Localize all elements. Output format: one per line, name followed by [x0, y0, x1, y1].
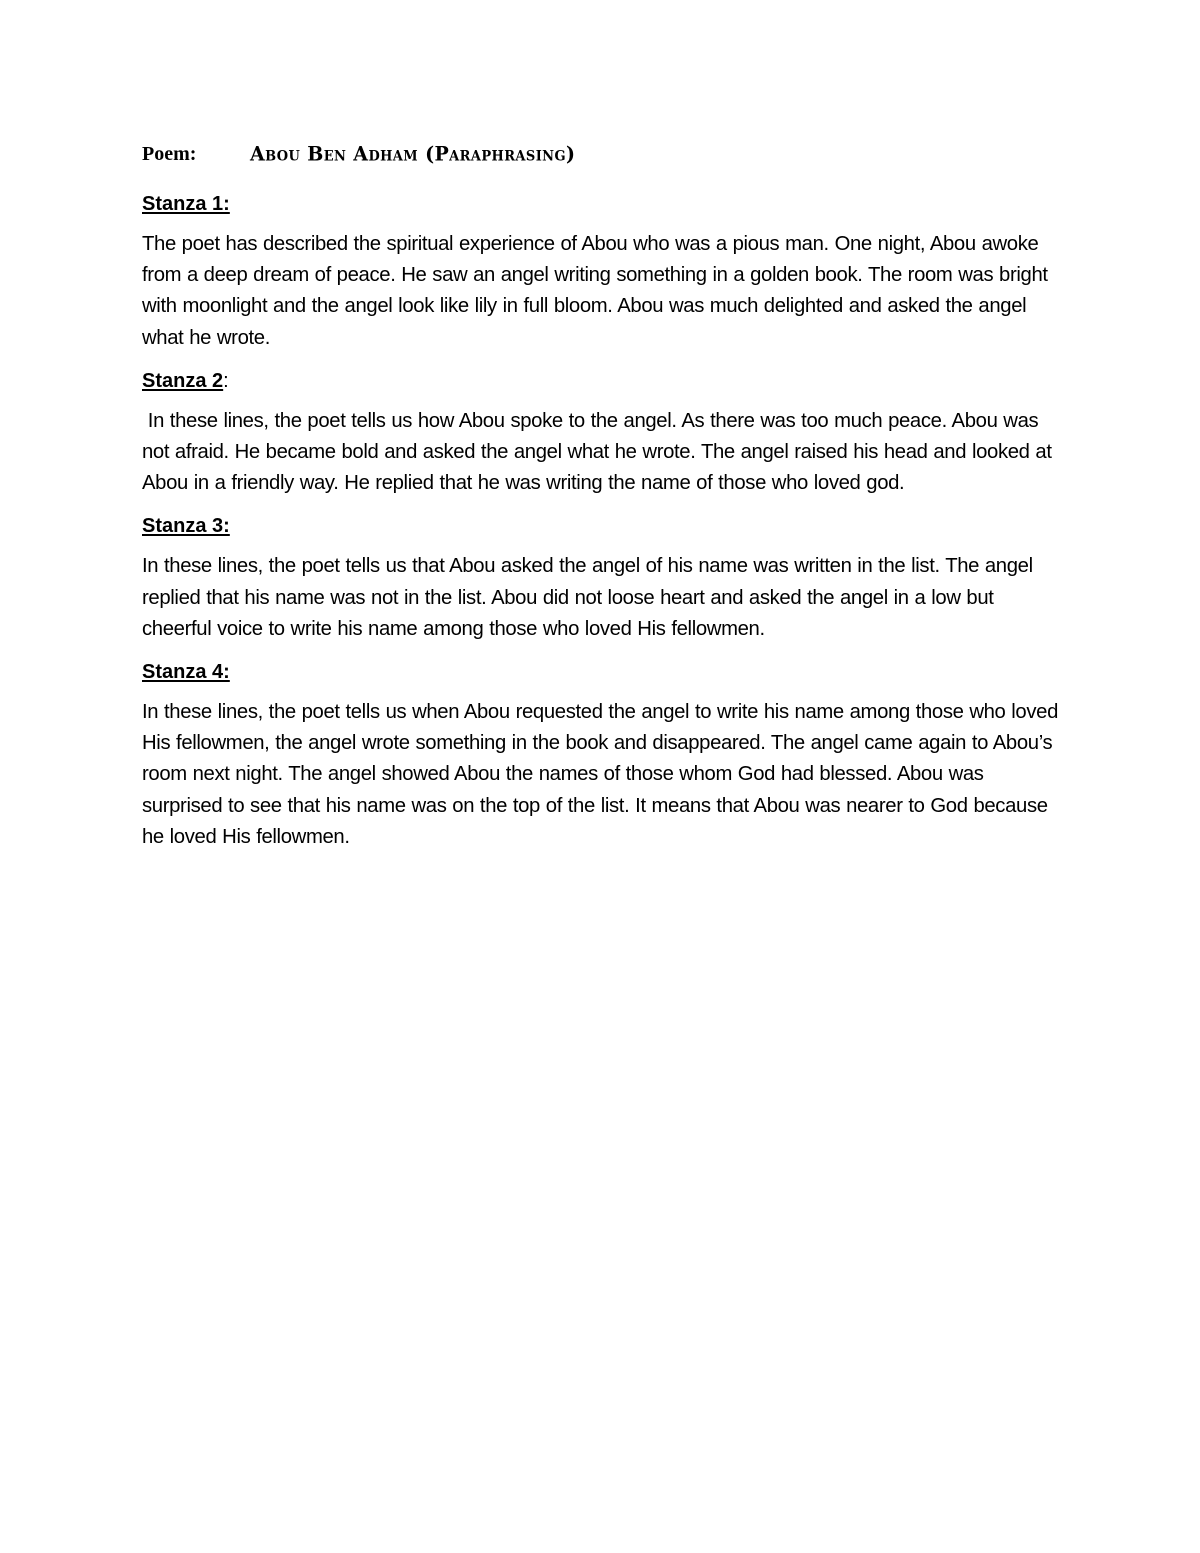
document-body [142, 143, 1062, 867]
stanza-2-heading-suffix: : [223, 369, 229, 392]
poem-title: Abou Ben Adham (Paraphrasing) [250, 142, 576, 166]
stanza-1-heading [142, 191, 1062, 217]
stanza-4-heading [142, 659, 1062, 685]
stanza-2-heading-text: Stanza 2 [142, 369, 224, 392]
poem-title-row [142, 143, 1062, 177]
stanza-4-heading-text: Stanza 4: [142, 661, 230, 684]
stanza-3-heading-text: Stanza 3: [142, 515, 230, 538]
stanza-3-heading [142, 513, 1062, 539]
stanza-4-paragraph: In these lines, the poet tells us when Abou requested the angel to write his name among those who loved His fellowmen, the angel wrote something in the book and disappeared. The angel came again to Abou’s room next night. The angel showed Abou the names of those whom God had blessed. Abou was surprised to see that his name was on the top of the list. It means that Abou was nearer to God because he loved His fellowmen. [142, 701, 1059, 848]
stanza-1-paragraph: The poet has described the spiritual experience of Abou who was a pious man. One night, Abou awoke from a deep dream of peace. He saw an angel writing something in a golden book. The room was bright with moonlight and the angel look like lily in full bloom. Abou was much delighted and asked the angel what he wrote. [142, 233, 1048, 349]
poem-label: Poem: [142, 143, 197, 165]
stanza-1-heading-text: Stanza 1: [142, 193, 230, 215]
stanza-2-heading [142, 368, 1062, 394]
stanza-2-paragraph: In these lines, the poet tells us how Abou spoke to the angel. As there was too much peace. Abou was not afraid. He became bold and asked the angel what he wrote. The angel raised his head and looked at Abou in a friendly way. He replied that he was writing the name of those who loved god. [142, 409, 1057, 495]
stanza-3-paragraph: In these lines, the poet tells us that Abou asked the angel of his name was written in the list. The angel replied that his name was not in the list. Abou did not loose heart and asked the angel in a low but cheerful voice to write his name among those who loved His fellowmen. [142, 555, 1033, 640]
